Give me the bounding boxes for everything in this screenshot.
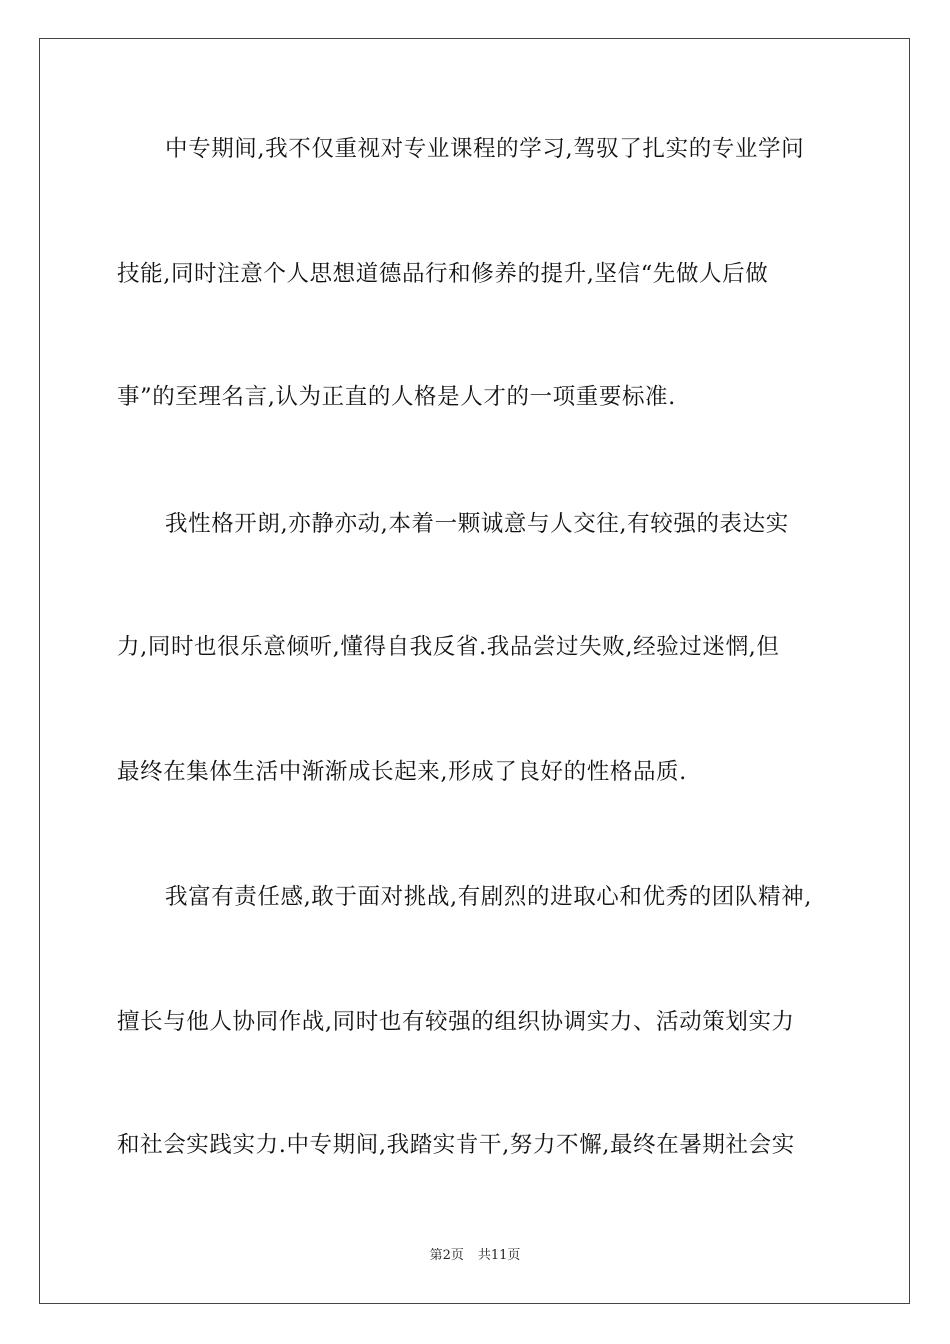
paragraph-line: 最终在集体生活中渐渐成长起来,形成了良好的性格品质. [117, 759, 687, 785]
page-total: 共11页 [477, 1248, 521, 1263]
paragraph-line: 我性格开朗,亦静亦动,本着一颗诚意与人交往,有较强的表达实 [165, 511, 789, 537]
page-number: 第2页 [429, 1248, 464, 1263]
paragraph-line: 力,同时也很乐意倾听,懂得自我反省.我品尝过失败,经验过迷惘,但 [117, 634, 780, 660]
paragraph-line: 事”的至理名言,认为正直的人格是人才的一项重要标准. [117, 384, 676, 410]
paragraph-line: 中专期间,我不仅重视对专业课程的学习,驾驭了扎实的专业学问 [165, 136, 805, 162]
page-border [39, 38, 910, 1304]
paragraph-line: 我富有责任感,敢于面对挑战,有剧烈的进取心和优秀的团队精神, [165, 884, 812, 910]
paragraph-line: 和社会实践实力.中专期间,我踏实肯干,努力不懈,最终在暑期社会实 [117, 1132, 795, 1158]
paragraph-line: 技能,同时注意个人思想道德品行和修养的提升,坚信“先做人后做 [117, 261, 769, 287]
paragraph-line: 擅长与他人协同作战,同时也有较强的组织协调实力、活动策划实力 [117, 1009, 795, 1035]
page-footer [0, 1247, 950, 1265]
